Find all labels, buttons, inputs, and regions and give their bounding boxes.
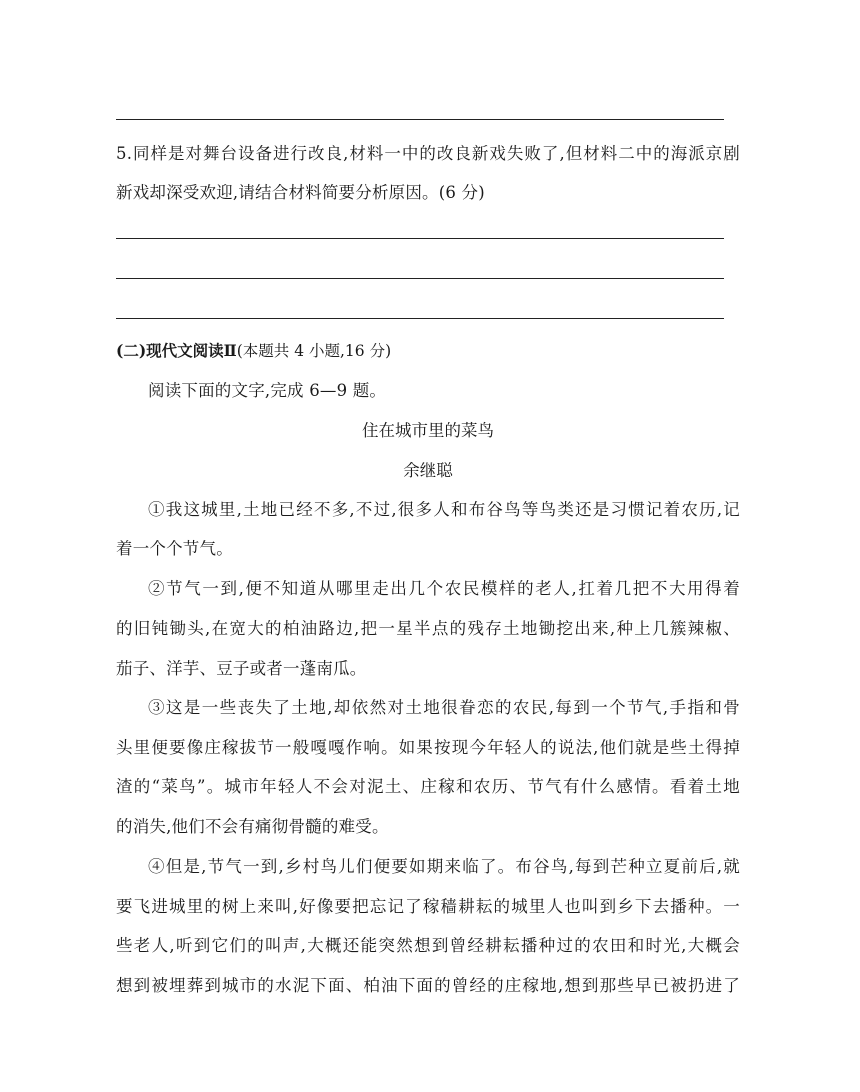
article-author: 余继聪 (403, 461, 453, 480)
article-line: 渣的“菜鸟”。城市年轻人不会对泥土、庄稼和农历、节气有什么感情。看着土地 (116, 777, 740, 796)
article-line: 的旧钝锄头,在宽大的柏油路边,把一星半点的残存土地锄挖出来,种上几簇辣椒、 (116, 619, 740, 638)
article-line: 茄子、洋芋、豆子或者一蓬南瓜。 (116, 659, 367, 678)
article-line: 想到被埋葬到城市的水泥下面、柏油下面的曾经的庄稼地,想到那些早已被扔进了 (116, 976, 740, 995)
article-line: 着一个个节气。 (116, 539, 233, 558)
article-line: ①我这城里,土地已经不多,不过,很多人和布谷鸟等鸟类还是习惯记着农历,记 (148, 500, 740, 519)
answer-line (116, 119, 724, 120)
article-title: 住在城市里的菜鸟 (362, 421, 494, 440)
answer-line (116, 318, 724, 319)
section-heading-rest: (本题共 4 小题,16 分) (236, 342, 392, 360)
reading-instruction: 阅读下面的文字,完成 6—9 题。 (148, 381, 387, 400)
answer-line (116, 238, 724, 239)
article-line: 要飞进城里的树上来叫,好像要把忘记了稼穑耕耘的城里人也叫到乡下去播种。一 (116, 897, 740, 916)
question-5-line-1: 5.同样是对舞台设备进行改良,材料一中的改良新戏失败了,但材料二中的海派京剧 (116, 144, 740, 163)
article-line: ②节气一到,便不知道从哪里走出几个农民模样的老人,扛着几把不大用得着 (148, 579, 740, 598)
article-line: ③这是一些丧失了土地,却依然对土地很眷恋的农民,每到一个节气,手指和骨 (148, 698, 740, 717)
section-heading-bold: (二)现代文阅读Ⅱ (116, 341, 237, 360)
article-line: ④但是,节气一到,乡村鸟儿们便要如期来临了。布谷鸟,每到芒种立夏前后,就 (148, 857, 740, 876)
article-line: 些老人,听到它们的叫声,大概还能突然想到曾经耕耘播种过的农田和时光,大概会 (116, 936, 740, 955)
article-line: 的消失,他们不会有痛彻骨髓的难受。 (116, 817, 389, 836)
answer-line (116, 278, 724, 279)
question-5-line-2: 新戏却深受欢迎,请结合材料简要分析原因。(6 分) (116, 183, 485, 202)
section-heading (116, 341, 391, 361)
article-line: 头里便要像庄稼拔节一般嘎嘎作响。如果按现今年轻人的说法,他们就是些土得掉 (116, 738, 740, 757)
